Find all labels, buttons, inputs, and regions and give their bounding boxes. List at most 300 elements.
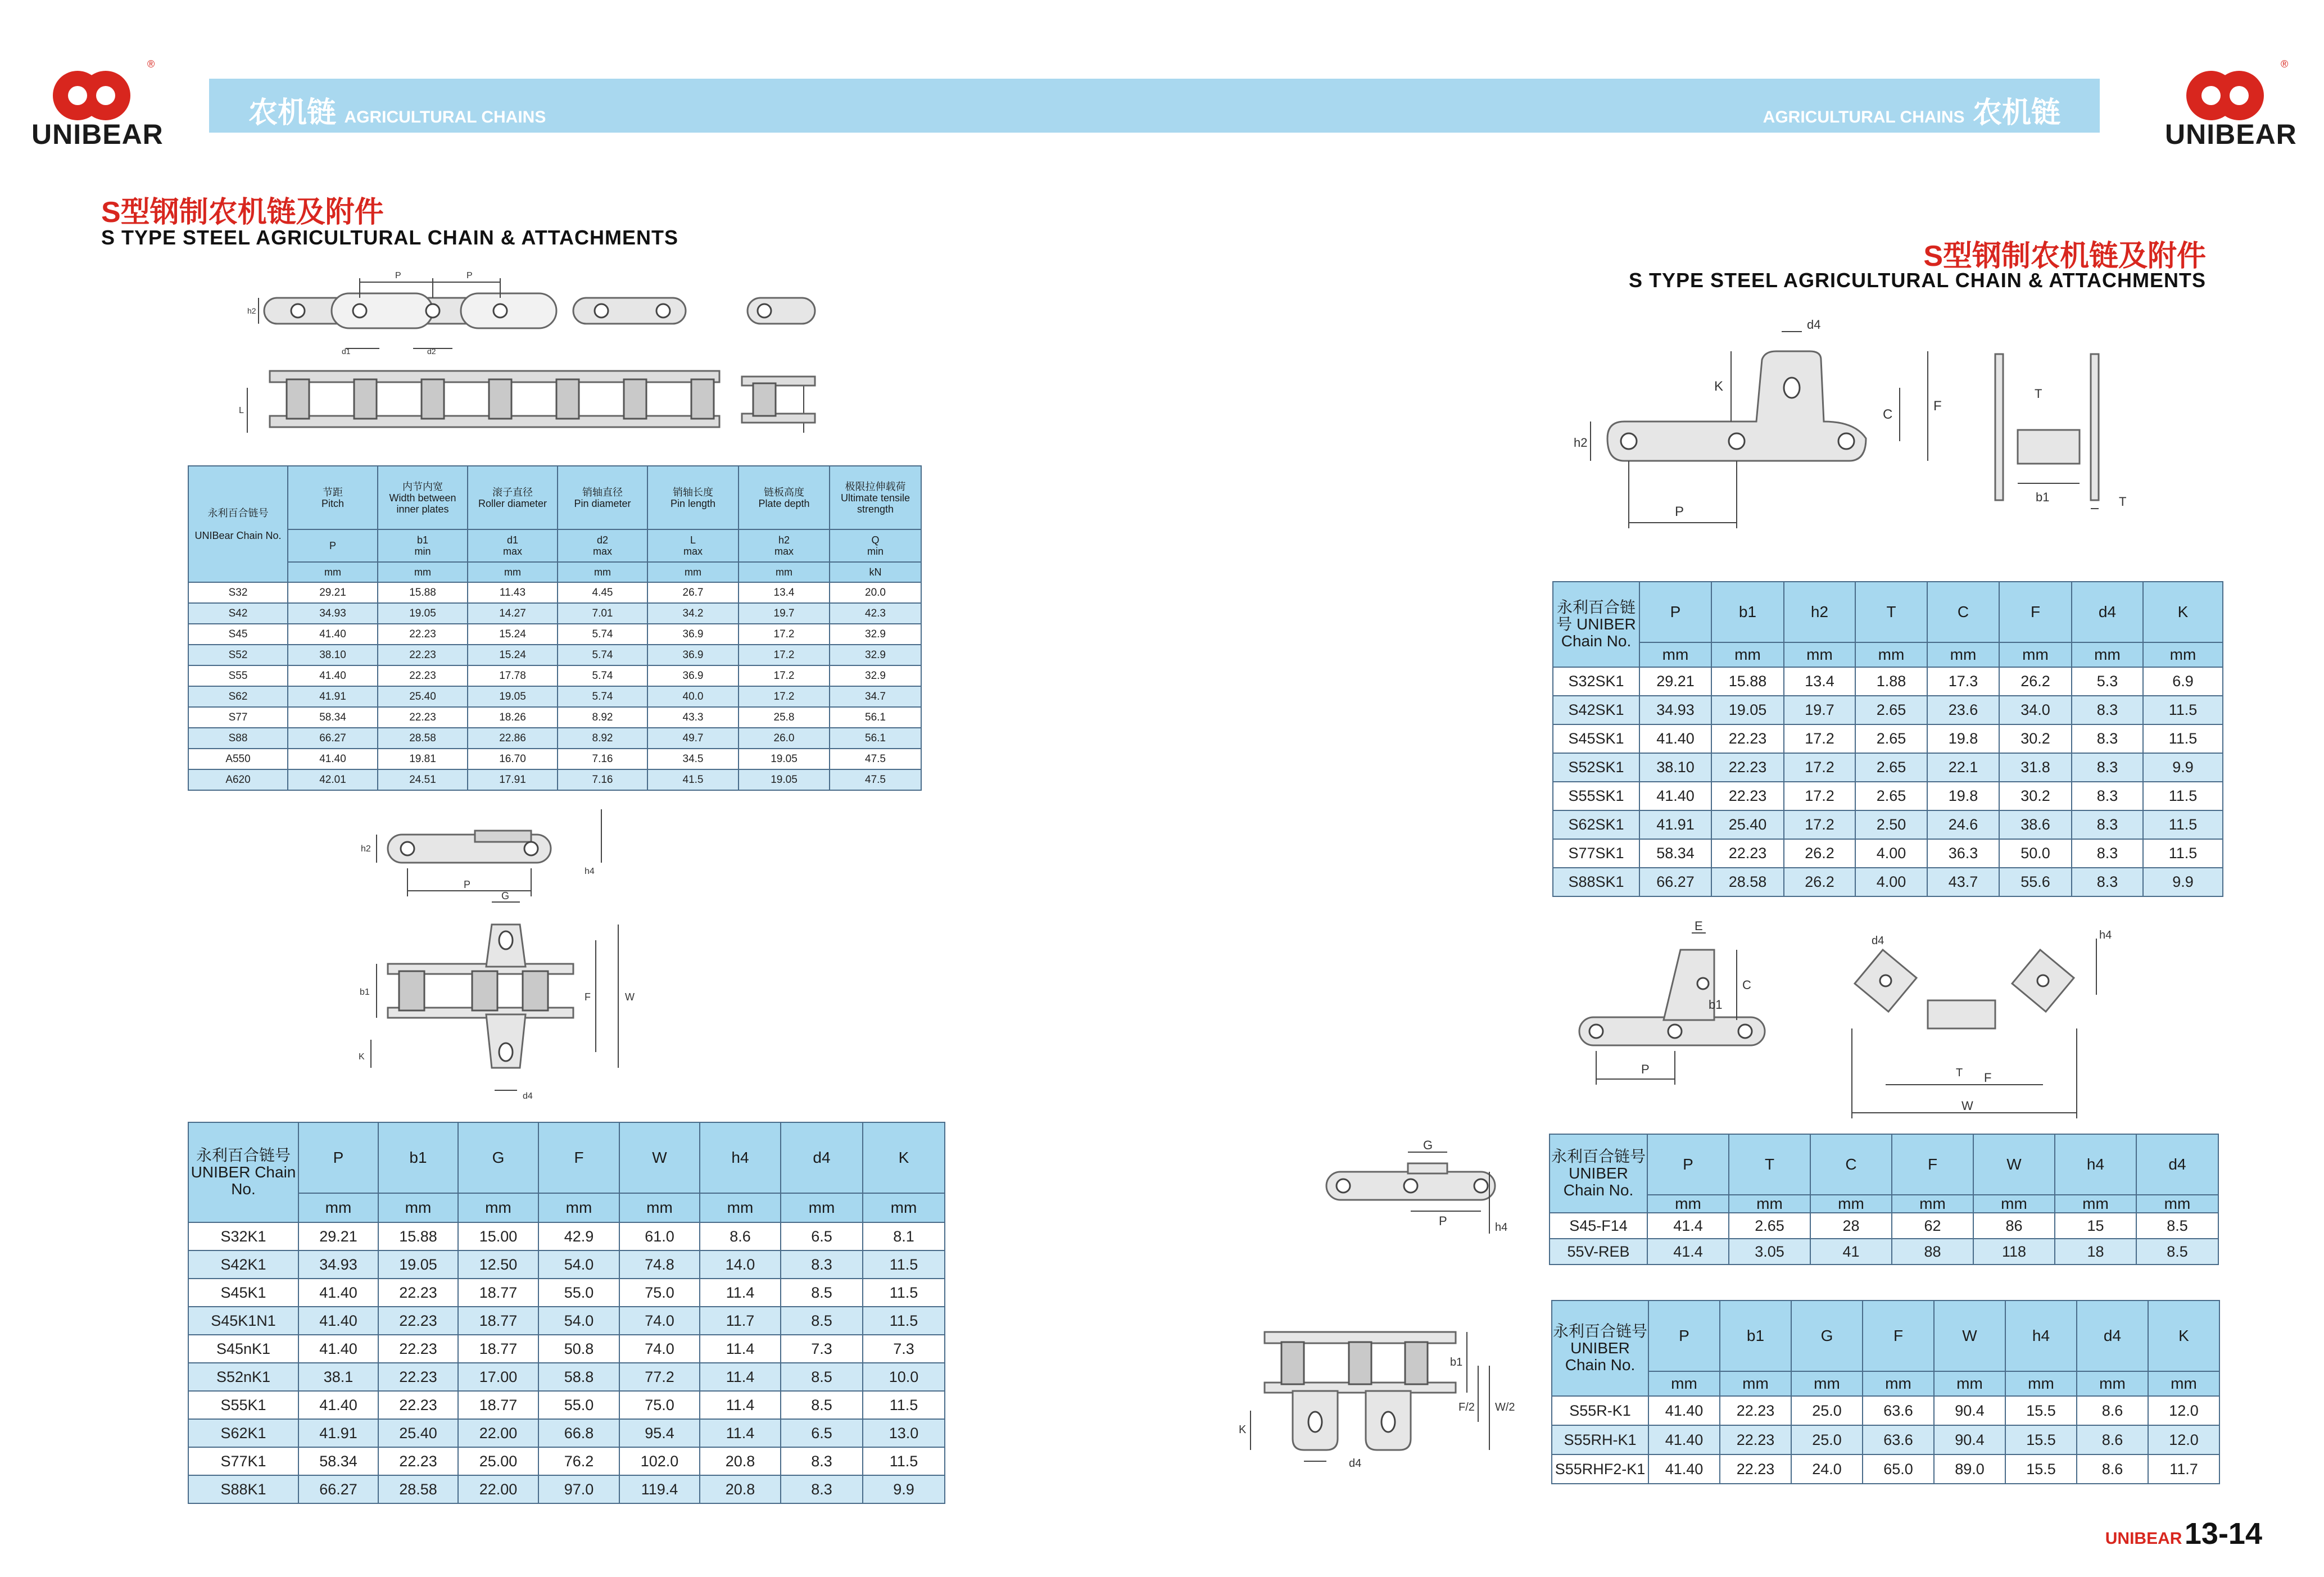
value-cell: 14.0	[700, 1250, 781, 1279]
value-cell: 66.27	[288, 728, 378, 749]
value-cell: 41.91	[288, 686, 378, 707]
value-cell: 15.88	[378, 1222, 458, 1250]
value-cell: 7.3	[863, 1335, 945, 1363]
col-d4: d4	[2072, 582, 2143, 642]
unit: mm	[1647, 1195, 1729, 1213]
value-cell: 17.2	[1784, 724, 1855, 753]
value-cell: 17.2	[1784, 782, 1855, 810]
g-attachment-drawing	[1321, 1127, 1512, 1239]
col-f: F	[538, 1122, 619, 1193]
unit: mm	[378, 562, 468, 582]
svg-text:h4: h4	[585, 867, 595, 876]
col-k: K	[2148, 1300, 2219, 1371]
value-cell: 11.4	[700, 1363, 781, 1391]
chain-no-cell: S62	[188, 686, 288, 707]
svg-text:F: F	[1984, 1071, 1992, 1085]
table-row	[188, 1447, 945, 1475]
unit: mm	[1934, 1371, 2005, 1396]
chain-no-cell: S55	[188, 665, 288, 686]
chain-no-cell: S77SK1	[1553, 839, 1639, 868]
chain-no-cell: S55K1	[188, 1391, 298, 1419]
value-cell: 4.45	[558, 582, 647, 603]
svg-text:P: P	[464, 879, 471, 890]
table-row	[188, 769, 921, 790]
value-cell: 14.27	[468, 603, 558, 624]
value-cell: 41.40	[1648, 1425, 1720, 1454]
svg-text:P: P	[1641, 1062, 1650, 1076]
value-cell: 18.26	[468, 707, 558, 728]
value-cell: 28.58	[378, 728, 468, 749]
value-cell: 26.2	[1999, 667, 2072, 696]
svg-text:P: P	[1675, 504, 1684, 519]
section-title-en-left: S TYPE STEEL AGRICULTURAL CHAIN & ATTACHMENTS	[101, 226, 679, 249]
table-row	[188, 665, 921, 686]
unit: mm	[1711, 642, 1784, 667]
chain-no-cell: A620	[188, 769, 288, 790]
header-banner	[209, 79, 2100, 133]
svg-text:T: T	[1956, 1067, 1963, 1079]
value-cell: 11.5	[2143, 839, 2223, 868]
unit: mm	[1810, 1195, 1892, 1213]
value-cell: 25.0	[1791, 1425, 1863, 1454]
value-cell: 11.5	[863, 1250, 945, 1279]
svg-text:®: ®	[147, 58, 155, 70]
value-cell: 8.3	[2072, 782, 2143, 810]
value-cell: 47.5	[830, 769, 921, 790]
sk1-attachment-drawing	[1540, 315, 2214, 540]
value-cell: 32.9	[830, 645, 921, 665]
sym: b1 min	[378, 529, 468, 562]
col-b1: b1	[378, 1122, 458, 1193]
col-p: P	[1647, 1134, 1729, 1195]
value-cell: 11.43	[468, 582, 558, 603]
value-cell: 17.2	[739, 665, 830, 686]
svg-text:h4: h4	[2099, 929, 2112, 941]
unit: mm	[558, 562, 647, 582]
chain-no-cell: S32K1	[188, 1222, 298, 1250]
chain-no-cell: S45	[188, 624, 288, 645]
value-cell: 11.5	[863, 1307, 945, 1335]
unit: mm	[1927, 642, 1999, 667]
chain-no-cell: A550	[188, 749, 288, 769]
value-cell: 22.23	[378, 1447, 458, 1475]
value-cell: 8.3	[2072, 810, 2143, 839]
value-cell: 19.05	[378, 603, 468, 624]
sym: h2 max	[739, 529, 830, 562]
value-cell: 19.81	[378, 749, 468, 769]
svg-text:d4: d4	[1349, 1457, 1362, 1470]
chain-no-cell: S77	[188, 707, 288, 728]
unit: mm	[2077, 1371, 2148, 1396]
value-cell: 41.5	[647, 769, 739, 790]
value-cell: 15.5	[2005, 1425, 2077, 1454]
col-f: F	[1999, 582, 2072, 642]
page-number: 13-14	[2184, 1517, 2262, 1551]
table-row	[1553, 868, 2223, 896]
value-cell: 25.00	[458, 1447, 538, 1475]
value-cell: 22.1	[1927, 753, 1999, 782]
value-cell: 66.27	[298, 1475, 378, 1503]
value-cell: 8.6	[2077, 1454, 2148, 1484]
value-cell: 8.5	[2136, 1239, 2218, 1265]
value-cell: 43.3	[647, 707, 739, 728]
banner-left: 农机链 AGRICULTURAL CHAINS	[248, 97, 546, 129]
unit: mm	[619, 1193, 700, 1222]
value-cell: 7.3	[781, 1335, 863, 1363]
f14-attachment-drawing	[1568, 916, 2130, 1130]
value-cell: 38.1	[298, 1363, 378, 1391]
svg-text:T: T	[2119, 495, 2127, 509]
value-cell: 25.40	[378, 1419, 458, 1447]
value-cell: 25.40	[378, 686, 468, 707]
svg-text:d4: d4	[523, 1091, 533, 1101]
brand-name: UNIBEAR	[31, 119, 164, 150]
value-cell: 5.74	[558, 624, 647, 645]
value-cell: 1.88	[1855, 667, 1927, 696]
value-cell: 32.9	[830, 665, 921, 686]
value-cell: 76.2	[538, 1447, 619, 1475]
value-cell: 41	[1810, 1239, 1892, 1265]
value-cell: 8.92	[558, 707, 647, 728]
value-cell: 41.4	[1647, 1213, 1729, 1239]
value-cell: 41.40	[298, 1307, 378, 1335]
value-cell: 41.40	[1639, 724, 1711, 753]
chain-no-cell: S62SK1	[1553, 810, 1639, 839]
value-cell: 11.4	[700, 1335, 781, 1363]
table-row	[1550, 1213, 2218, 1239]
value-cell: 65.0	[1863, 1454, 1934, 1484]
value-cell: 90.4	[1934, 1396, 2005, 1425]
value-cell: 3.05	[1729, 1239, 1810, 1265]
value-cell: 19.05	[378, 1250, 458, 1279]
value-cell: 22.23	[1711, 724, 1784, 753]
svg-text:W: W	[1961, 1099, 1973, 1113]
value-cell: 22.23	[378, 707, 468, 728]
unit: mm	[538, 1193, 619, 1222]
value-cell: 34.2	[647, 603, 739, 624]
value-cell: 5.3	[2072, 667, 2143, 696]
value-cell: 36.9	[647, 645, 739, 665]
logo-mark-icon	[2165, 55, 2289, 120]
table-row	[188, 603, 921, 624]
unit: mm	[1639, 642, 1711, 667]
svg-text:P: P	[466, 271, 473, 280]
value-cell: 58.8	[538, 1363, 619, 1391]
col-b1: b1	[1720, 1300, 1791, 1371]
chain-no-cell: S32SK1	[1553, 667, 1639, 696]
value-cell: 17.78	[468, 665, 558, 686]
table-row	[1553, 667, 2223, 696]
col-k: K	[2143, 582, 2223, 642]
value-cell: 8.3	[2072, 696, 2143, 724]
table-row	[1552, 1454, 2219, 1484]
col-d4: d4	[2077, 1300, 2148, 1371]
value-cell: 12.0	[2148, 1425, 2219, 1454]
value-cell: 77.2	[619, 1363, 700, 1391]
value-cell: 15	[2055, 1213, 2136, 1239]
col-g: G	[458, 1122, 538, 1193]
logo-mark-icon	[31, 55, 155, 120]
value-cell: 25.0	[1791, 1396, 1863, 1425]
svg-text:b1: b1	[360, 987, 370, 997]
table-row	[188, 686, 921, 707]
chain-no-cell: S45K1	[188, 1279, 298, 1307]
value-cell: 8.3	[781, 1250, 863, 1279]
value-cell: 54.0	[538, 1250, 619, 1279]
col-t: T	[1855, 582, 1927, 642]
unit: mm	[468, 562, 558, 582]
value-cell: 41.91	[1639, 810, 1711, 839]
col-pin-len: 销轴长度 Pin length	[647, 466, 739, 529]
value-cell: 58.34	[1639, 839, 1711, 868]
value-cell: 11.7	[700, 1307, 781, 1335]
value-cell: 28.58	[1711, 868, 1784, 896]
value-cell: 12.0	[2148, 1396, 2219, 1425]
table-row	[188, 1222, 945, 1250]
value-cell: 18	[2055, 1239, 2136, 1265]
k1-attachment-table	[188, 1122, 945, 1504]
chain-no-cell: S52nK1	[188, 1363, 298, 1391]
table-row	[188, 749, 921, 769]
value-cell: 55.0	[538, 1391, 619, 1419]
svg-text:T: T	[2035, 387, 2042, 401]
value-cell: 15.00	[458, 1222, 538, 1250]
table-row	[1553, 782, 2223, 810]
value-cell: 22.23	[378, 1335, 458, 1363]
value-cell: 34.93	[1639, 696, 1711, 724]
unit: mm	[2055, 1195, 2136, 1213]
table-row	[188, 645, 921, 665]
unit: mm	[288, 562, 378, 582]
table-row	[188, 707, 921, 728]
rk1-attachment-table	[1551, 1300, 2220, 1484]
value-cell: 2.65	[1855, 782, 1927, 810]
value-cell: 22.23	[1720, 1425, 1791, 1454]
svg-text:d4: d4	[1872, 935, 1884, 947]
col-g: G	[1791, 1300, 1863, 1371]
value-cell: 22.23	[1720, 1454, 1791, 1484]
col-f: F	[1892, 1134, 1973, 1195]
value-cell: 119.4	[619, 1475, 700, 1503]
svg-text:F: F	[585, 991, 591, 1003]
value-cell: 18.77	[458, 1307, 538, 1335]
value-cell: 88	[1892, 1239, 1973, 1265]
value-cell: 55.6	[1999, 868, 2072, 896]
unit: mm	[781, 1193, 863, 1222]
svg-text:d1: d1	[342, 347, 351, 356]
value-cell: 95.4	[619, 1419, 700, 1447]
unit: kN	[830, 562, 921, 582]
value-cell: 5.74	[558, 665, 647, 686]
sym: d2 max	[558, 529, 647, 562]
value-cell: 26.7	[647, 582, 739, 603]
value-cell: 55.0	[538, 1279, 619, 1307]
value-cell: 8.3	[781, 1447, 863, 1475]
value-cell: 50.8	[538, 1335, 619, 1363]
value-cell: 5.74	[558, 686, 647, 707]
unit: mm	[863, 1193, 945, 1222]
value-cell: 61.0	[619, 1222, 700, 1250]
value-cell: 10.0	[863, 1363, 945, 1391]
value-cell: 2.65	[1855, 753, 1927, 782]
chain-no-cell: S45nK1	[188, 1335, 298, 1363]
svg-text:h2: h2	[1574, 436, 1588, 450]
table-row	[1553, 724, 2223, 753]
unit: mm	[1720, 1371, 1791, 1396]
chain-no-cell: S77K1	[188, 1447, 298, 1475]
col-chain-no: 永利百合链号 UNIBER Chain No.	[188, 1122, 298, 1222]
value-cell: 17.00	[458, 1363, 538, 1391]
unit: mm	[2136, 1195, 2218, 1213]
value-cell: 54.0	[538, 1307, 619, 1335]
value-cell: 20.8	[700, 1475, 781, 1503]
sym: Q min	[830, 529, 921, 562]
col-d4: d4	[781, 1122, 863, 1193]
section-title-cn-right: S型钢制农机链及附件	[1923, 240, 2206, 273]
value-cell: 41.40	[1648, 1396, 1720, 1425]
svg-text:d2: d2	[427, 347, 436, 356]
value-cell: 49.7	[647, 728, 739, 749]
value-cell: 25.8	[739, 707, 830, 728]
value-cell: 47.5	[830, 749, 921, 769]
svg-text:G: G	[501, 890, 510, 901]
table-row	[1550, 1239, 2218, 1265]
value-cell: 75.0	[619, 1279, 700, 1307]
unit: mm	[378, 1193, 458, 1222]
value-cell: 8.3	[2072, 724, 2143, 753]
svg-text:K: K	[359, 1052, 365, 1062]
table-row	[188, 728, 921, 749]
unit: mm	[1784, 642, 1855, 667]
value-cell: 22.23	[1711, 839, 1784, 868]
value-cell: 11.5	[863, 1447, 945, 1475]
col-chain-no: 永利百合链号 UNIBER Chain No.	[1552, 1300, 1648, 1396]
value-cell: 41.40	[288, 624, 378, 645]
col-d4: d4	[2136, 1134, 2218, 1195]
value-cell: 8.5	[781, 1391, 863, 1419]
value-cell: 8.92	[558, 728, 647, 749]
value-cell: 28.58	[378, 1475, 458, 1503]
value-cell: 17.2	[739, 624, 830, 645]
svg-text:K: K	[1714, 379, 1724, 394]
value-cell: 8.3	[2072, 753, 2143, 782]
svg-text:P: P	[1439, 1214, 1447, 1228]
sk1-attachment-table	[1552, 581, 2223, 897]
value-cell: 17.91	[468, 769, 558, 790]
table-row	[188, 624, 921, 645]
col-h4: h4	[2005, 1300, 2077, 1371]
section-title-cn-left: S型钢制农机链及附件	[101, 196, 384, 229]
value-cell: 15.5	[2005, 1454, 2077, 1484]
value-cell: 13.0	[863, 1419, 945, 1447]
value-cell: 30.2	[1999, 724, 2072, 753]
value-cell: 17.2	[1784, 810, 1855, 839]
sym: P	[288, 529, 378, 562]
value-cell: 8.5	[781, 1279, 863, 1307]
unit: mm	[2143, 642, 2223, 667]
value-cell: 75.0	[619, 1391, 700, 1419]
value-cell: 19.7	[739, 603, 830, 624]
unit: mm	[1855, 642, 1927, 667]
value-cell: 15.88	[1711, 667, 1784, 696]
value-cell: 8.3	[2072, 868, 2143, 896]
value-cell: 17.2	[739, 686, 830, 707]
col-plate-depth: 链板高度 Plate depth	[739, 466, 830, 529]
table-row	[188, 582, 921, 603]
value-cell: 63.6	[1863, 1396, 1934, 1425]
value-cell: 17.2	[739, 645, 830, 665]
brand-name: UNIBEAR	[2165, 119, 2297, 150]
value-cell: 22.23	[1711, 782, 1784, 810]
value-cell: 8.3	[781, 1475, 863, 1503]
col-t: T	[1729, 1134, 1810, 1195]
table-row	[188, 1391, 945, 1419]
unit: mm	[458, 1193, 538, 1222]
value-cell: 8.6	[2077, 1425, 2148, 1454]
chain-no-cell: S55SK1	[1553, 782, 1639, 810]
svg-text:h4: h4	[1495, 1221, 1508, 1234]
col-p: P	[1639, 582, 1711, 642]
value-cell: 11.5	[2143, 696, 2223, 724]
value-cell: 17.3	[1927, 667, 1999, 696]
value-cell: 8.3	[2072, 839, 2143, 868]
value-cell: 34.0	[1999, 696, 2072, 724]
chain-no-cell: S62K1	[188, 1419, 298, 1447]
chain-no-cell: S32	[188, 582, 288, 603]
svg-text:K: K	[1239, 1424, 1247, 1436]
value-cell: 36.9	[647, 624, 739, 645]
svg-text:b1: b1	[2036, 490, 2050, 504]
table-row	[1553, 753, 2223, 782]
table-row	[188, 1250, 945, 1279]
value-cell: 56.1	[830, 707, 921, 728]
value-cell: 41.40	[1639, 782, 1711, 810]
unit: mm	[1892, 1195, 1973, 1213]
value-cell: 24.6	[1927, 810, 1999, 839]
chain-no-cell: S55R-K1	[1552, 1396, 1648, 1425]
value-cell: 90.4	[1934, 1425, 2005, 1454]
value-cell: 24.51	[378, 769, 468, 790]
chain-no-cell: 55V-REB	[1550, 1239, 1647, 1265]
col-pitch: 节距 Pitch	[288, 466, 378, 529]
svg-text:b1: b1	[1709, 998, 1723, 1012]
svg-text:P: P	[395, 271, 401, 280]
brand-logo-left	[31, 55, 164, 156]
value-cell: 63.6	[1863, 1425, 1934, 1454]
chain-no-cell: S88SK1	[1553, 868, 1639, 896]
value-cell: 50.0	[1999, 839, 2072, 868]
value-cell: 42.3	[830, 603, 921, 624]
value-cell: 22.86	[468, 728, 558, 749]
svg-text:b1: b1	[1450, 1356, 1463, 1368]
unit: mm	[1729, 1195, 1810, 1213]
value-cell: 66.27	[1639, 868, 1711, 896]
table-row	[188, 1475, 945, 1503]
unit: mm	[1791, 1371, 1863, 1396]
value-cell: 22.00	[458, 1475, 538, 1503]
value-cell: 4.00	[1855, 839, 1927, 868]
unit: mm	[739, 562, 830, 582]
value-cell: 2.65	[1855, 696, 1927, 724]
value-cell: 19.05	[1711, 696, 1784, 724]
footer-brand: UNIBEAR	[2105, 1529, 2182, 1548]
value-cell: 9.9	[2143, 753, 2223, 782]
page-footer	[2105, 1516, 2262, 1551]
value-cell: 6.5	[781, 1222, 863, 1250]
unit: mm	[647, 562, 739, 582]
value-cell: 11.5	[2143, 810, 2223, 839]
col-roller: 滚子直径 Roller diameter	[468, 466, 558, 529]
